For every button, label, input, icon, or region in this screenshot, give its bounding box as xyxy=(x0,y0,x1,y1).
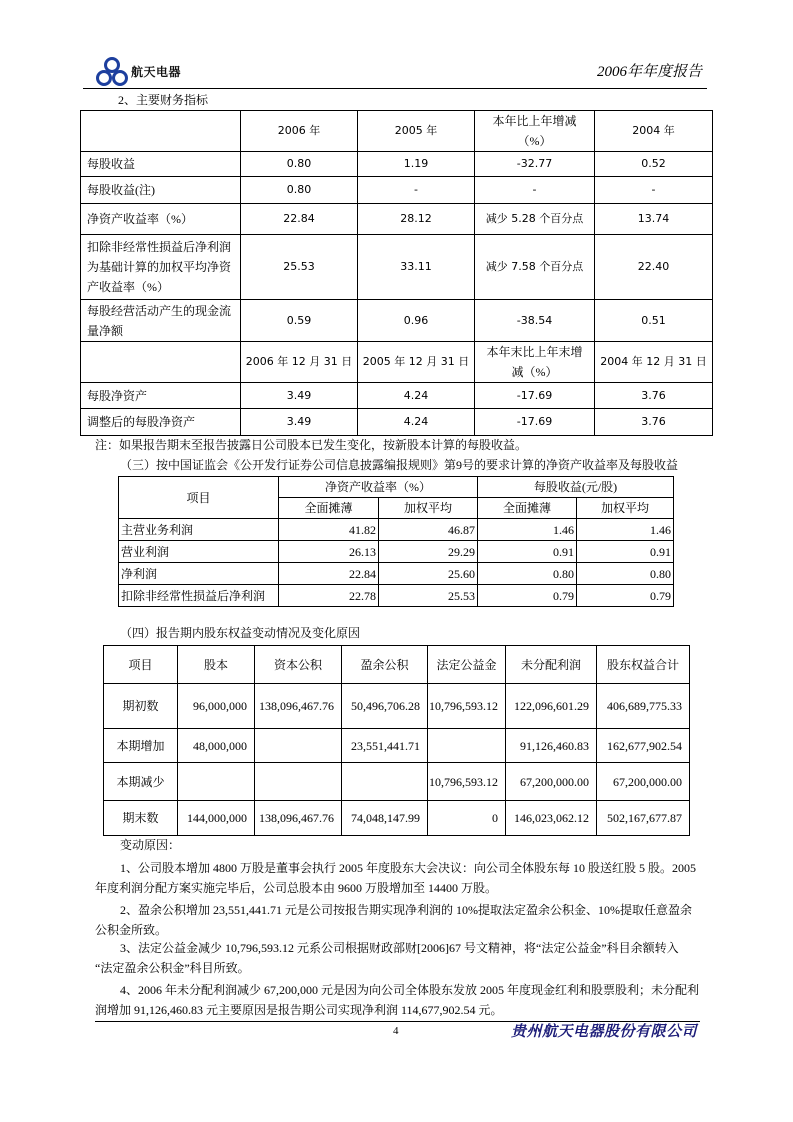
indicator-label: 每股收益(注) xyxy=(81,177,241,204)
roe-weighted-average: 46.87 xyxy=(379,519,478,541)
equity-row-opening xyxy=(104,684,690,729)
table-row xyxy=(119,563,674,585)
share-capital-empty xyxy=(178,763,255,801)
indicators-header-change xyxy=(475,111,595,152)
table-row xyxy=(119,519,674,541)
eps-fully-diluted: 0.79 xyxy=(478,585,577,607)
undistributed-profit-value: 67,200,000.00 xyxy=(506,763,597,801)
indicator-row-nav-per-share xyxy=(81,383,713,409)
equity-header-surplus-reserve: 盈余公积 xyxy=(342,646,428,684)
indicator-change: -32.77 xyxy=(475,152,595,177)
eps-header-weighted-average: 加权平均 xyxy=(577,498,674,519)
equity-header-undistributed-profit: 未分配利润 xyxy=(506,646,597,684)
roe-fully-diluted: 22.78 xyxy=(279,585,379,607)
indicators-header-year-end-change-line1: 本年末比上年末增 xyxy=(486,345,583,359)
header-rule xyxy=(83,88,707,89)
indicators-header-2006: 2006 年 xyxy=(241,111,358,152)
change-reasons-title: 变动原因： xyxy=(120,838,181,852)
equity-row-decrease xyxy=(104,763,690,801)
welfare-fund-empty xyxy=(428,729,506,763)
indicator-row-roe xyxy=(81,204,713,235)
indicator-value-2004: 0.52 xyxy=(595,152,713,177)
indicators-header-date-2004: 2004 年 12 月 31 日 xyxy=(595,342,713,383)
total-equity-value: 67,200,000.00 xyxy=(597,763,690,801)
eps-weighted-average: 0.80 xyxy=(577,563,674,585)
roe-weighted-average: 25.60 xyxy=(379,563,478,585)
indicator-value-2004: 3.76 xyxy=(595,409,713,436)
indicator-value-2004: 22.40 xyxy=(595,235,713,300)
indicator-value-2006: 0.80 xyxy=(241,152,358,177)
roe-header-fully-diluted: 全面摊薄 xyxy=(279,498,379,519)
indicators-header-year-end-change xyxy=(475,342,595,383)
total-equity-value: 406,689,775.33 xyxy=(597,684,690,729)
eps-header-fully-diluted: 全面摊薄 xyxy=(478,498,577,519)
roe-fully-diluted: 26.13 xyxy=(279,541,379,563)
indicator-value-2004: 13.74 xyxy=(595,204,713,235)
roe-eps-item: 主营业务利润 xyxy=(119,519,279,541)
eps-weighted-average: 0.91 xyxy=(577,541,674,563)
reason-4-line-1: 4、2006 年未分配利润减少 67,200,000 元是因为向公司全体股东发放 2005 年度现金红利和股票股利；未分配利 xyxy=(120,983,700,997)
equity-header-welfare-fund: 法定公益金 xyxy=(428,646,506,684)
indicators-header-2004: 2004 年 xyxy=(595,111,713,152)
indicator-row-eps xyxy=(81,152,713,177)
indicator-label: 净资产收益率（%） xyxy=(81,204,241,235)
indicators-note: 注：如果报告期末至报告披露日公司股本已发生变化，按新股本计算的每股收益。 xyxy=(95,438,528,452)
roe-weighted-average: 25.53 xyxy=(379,585,478,607)
reason-4-line-2: 润增加 91,126,460.83 元主要原因是报告期公司实现净利润 114,677,902.54 元。 xyxy=(95,1003,503,1017)
indicators-header-row xyxy=(81,111,713,152)
indicator-value-2005: - xyxy=(358,177,475,204)
equity-item: 期初数 xyxy=(104,684,178,729)
reason-1-line-2: 年度利润分配方案实施完毕后，公司总股本由 9600 万股增加至 14400 万股。 xyxy=(95,881,498,895)
indicator-change: - xyxy=(475,177,595,204)
financial-indicators-title: 2、主要财务指标 xyxy=(118,93,209,107)
surplus-reserve-value: 23,551,441.71 xyxy=(342,729,428,763)
undistributed-profit-value: 122,096,601.29 xyxy=(506,684,597,729)
indicators-date-header-row xyxy=(81,342,713,383)
roe-eps-header-roe: 净资产收益率（%） xyxy=(279,477,478,498)
roe-eps-header-row xyxy=(119,477,674,498)
surplus-reserve-value: 50,496,706.28 xyxy=(342,684,428,729)
indicator-value-2006: 0.59 xyxy=(241,300,358,342)
roe-eps-item: 营业利润 xyxy=(119,541,279,563)
indicator-value-2005: 28.12 xyxy=(358,204,475,235)
main-financial-indicators-table xyxy=(80,110,713,436)
indicators-header-2005: 2005 年 xyxy=(358,111,475,152)
indicator-label: 每股净资产 xyxy=(81,383,241,409)
total-equity-value: 502,167,677.87 xyxy=(597,801,690,836)
surplus-reserve-value: 74,048,147.99 xyxy=(342,801,428,836)
share-capital-value: 96,000,000 xyxy=(178,684,255,729)
equity-row-closing xyxy=(104,801,690,836)
eps-fully-diluted: 0.80 xyxy=(478,563,577,585)
indicator-value-2005: 1.19 xyxy=(358,152,475,177)
roe-eps-item: 扣除非经常性损益后净利润 xyxy=(119,585,279,607)
indicator-change: -17.69 xyxy=(475,383,595,409)
indicators-header-change-line1: 本年比上年增减 xyxy=(492,114,577,128)
equity-header-item: 项目 xyxy=(104,646,178,684)
page-number: 4 xyxy=(393,1025,399,1037)
indicators-header-date-2005: 2005 年 12 月 31 日 xyxy=(358,342,475,383)
equity-item: 期末数 xyxy=(104,801,178,836)
roe-weighted-average: 29.29 xyxy=(379,541,478,563)
equity-row-increase xyxy=(104,729,690,763)
indicator-change: -17.69 xyxy=(475,409,595,436)
indicator-value-2005: 33.11 xyxy=(358,235,475,300)
table-row xyxy=(119,585,674,607)
roe-eps-header-item: 项目 xyxy=(119,477,279,519)
report-title: 2006年年度报告 xyxy=(597,64,703,80)
roe-fully-diluted: 22.84 xyxy=(279,563,379,585)
indicator-change: 减少 7.58 个百分点 xyxy=(475,235,595,300)
reason-3-line-2: “法定盈余公积金”科目所致。 xyxy=(95,961,250,975)
indicator-value-2006: 22.84 xyxy=(241,204,358,235)
capital-reserve-value: 138,096,467.76 xyxy=(255,684,342,729)
indicators-header-change-line2: （%） xyxy=(517,134,552,148)
eps-weighted-average: 0.79 xyxy=(577,585,674,607)
indicator-row-eps-note xyxy=(81,177,713,204)
capital-reserve-value: 138,096,467.76 xyxy=(255,801,342,836)
indicator-row-adjusted-nav-per-share xyxy=(81,409,713,436)
reason-2-line-2: 公积金所致。 xyxy=(95,923,168,937)
indicator-label: 每股收益 xyxy=(81,152,241,177)
indicator-value-2005: 4.24 xyxy=(358,383,475,409)
undistributed-profit-value: 91,126,460.83 xyxy=(506,729,597,763)
eps-fully-diluted: 1.46 xyxy=(478,519,577,541)
indicator-value-2006: 3.49 xyxy=(241,383,358,409)
roe-fully-diluted: 41.82 xyxy=(279,519,379,541)
indicator-value-2006: 3.49 xyxy=(241,409,358,436)
indicator-value-2006: 25.53 xyxy=(241,235,358,300)
equity-header-capital-reserve: 资本公积 xyxy=(255,646,342,684)
footer-company-name: 贵州航天电器股份有限公司 xyxy=(511,1024,698,1040)
capital-reserve-empty xyxy=(255,763,342,801)
indicator-label: 调整后的每股净资产 xyxy=(81,409,241,436)
indicator-change: -38.54 xyxy=(475,300,595,342)
equity-item: 本期增加 xyxy=(104,729,178,763)
total-equity-value: 162,677,902.54 xyxy=(597,729,690,763)
reason-2-line-1: 2、盈余公积增加 23,551,441.71 元是公司按报告期实现净利润的 10%提取法定盈余公积金、10%提取任意盈余 xyxy=(120,903,692,917)
equity-header-row xyxy=(104,646,690,684)
capital-reserve-empty xyxy=(255,729,342,763)
indicator-value-2004: - xyxy=(595,177,713,204)
welfare-fund-value: 10,796,593.12 xyxy=(428,684,506,729)
indicator-value-2004: 0.51 xyxy=(595,300,713,342)
undistributed-profit-value: 146,023,062.12 xyxy=(506,801,597,836)
roe-eps-item: 净利润 xyxy=(119,563,279,585)
share-capital-value: 144,000,000 xyxy=(178,801,255,836)
equity-item: 本期减少 xyxy=(104,763,178,801)
reason-1-line-1: 1、公司股本增加 4800 万股是董事会执行 2005 年度股东大会决议：向公司全体股东每 10 股送红股 5 股。2005 xyxy=(120,861,697,875)
share-capital-value: 48,000,000 xyxy=(178,729,255,763)
table-row xyxy=(119,541,674,563)
indicator-change: 减少 5.28 个百分点 xyxy=(475,204,595,235)
indicator-value-2004: 3.76 xyxy=(595,383,713,409)
indicator-value-2005: 4.24 xyxy=(358,409,475,436)
equity-header-share-capital: 股本 xyxy=(178,646,255,684)
equity-changes-title: （四）报告期内股东权益变动情况及变化原因 xyxy=(120,626,361,640)
indicator-row-operating-cashflow xyxy=(81,300,713,342)
eps-fully-diluted: 0.91 xyxy=(478,541,577,563)
surplus-reserve-empty xyxy=(342,763,428,801)
indicators-date-header-blank xyxy=(81,342,241,383)
eps-weighted-average: 1.46 xyxy=(577,519,674,541)
welfare-fund-value: 10,796,593.12 xyxy=(428,763,506,801)
logo-text: 航天电器 xyxy=(131,65,182,79)
welfare-fund-value: 0 xyxy=(428,801,506,836)
equity-header-total-equity: 股东权益合计 xyxy=(597,646,690,684)
indicators-header-date-2006: 2006 年 12 月 31 日 xyxy=(241,342,358,383)
hangtian-logo-icon xyxy=(94,56,130,88)
roe-eps-title: （三）按中国证监会《公开发行证券公司信息披露编报规则》第9号的要求计算的净资产收益率及每股收益 xyxy=(120,458,679,472)
indicators-header-year-end-change-line2: 减（%） xyxy=(511,365,558,379)
indicator-value-2005: 0.96 xyxy=(358,300,475,342)
indicator-label: 扣除非经常性损益后净利润为基础计算的加权平均净资产收益率（%） xyxy=(81,235,241,300)
indicator-row-weighted-roe xyxy=(81,235,713,300)
indicators-header-blank xyxy=(81,111,241,152)
equity-changes-table xyxy=(103,645,690,836)
indicator-value-2006: 0.80 xyxy=(241,177,358,204)
roe-header-weighted-average: 加权平均 xyxy=(379,498,478,519)
indicator-label: 每股经营活动产生的现金流量净额 xyxy=(81,300,241,342)
reason-3-line-1: 3、法定公益金减少 10,796,593.12 元系公司根据财政部财[2006]67 号文精神，将“法定公益金”科目余额转入 xyxy=(120,941,679,955)
roe-eps-header-eps: 每股收益(元/股) xyxy=(478,477,674,498)
roe-eps-table xyxy=(118,476,674,607)
